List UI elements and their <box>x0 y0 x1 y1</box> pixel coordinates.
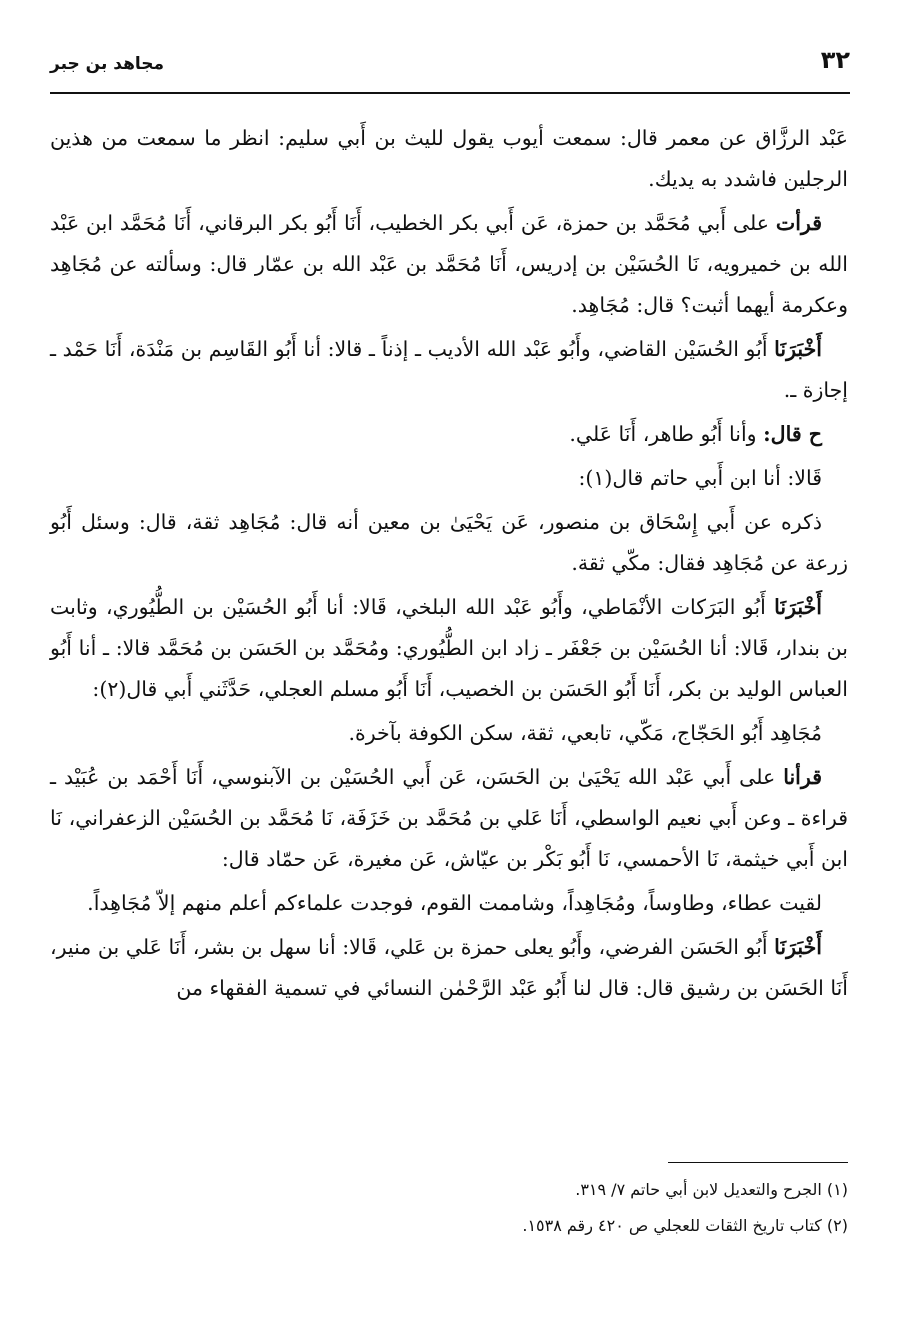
paragraph <box>50 713 848 754</box>
paragraph <box>50 414 848 455</box>
paragraph-text: وأنا أَبُو طاهر، أَنَا عَلي. <box>569 422 757 446</box>
header-rule <box>50 92 850 94</box>
paragraph-text: أَبُو البَرَكات الأنْمَاطي، وأَبُو عَبْد الله البلخي، قَالا: أنا أَبُو الحُسَيْن بن الطُّيُوري، وثابت بن بندار، قَالا: أنا الحُسَيْن بن جَعْفَر ـ زاد ابن الطُّيُوري: ومُحَمَّد بن الحَسَن بن مُحَمَّد قالا: ـ أنا أَبُو العباس الوليد بن بكر، أَنَا أَبُو الحَسَن بن الخصيب، أَنَا أَبُو مسلم العجلي، حَدَّثَني أَبي قال(٢): <box>50 595 848 701</box>
paragraph <box>50 757 848 880</box>
paragraph-text: ذكره عن أَبي إِسْحَاق بن منصور، عَن يَحْيَىٰ بن معين أنه قال: مُجَاهِد ثقة، قال: وسئل أَبُو زرعة عن مُجَاهِد فقال: مكّي ثقة. <box>50 510 848 575</box>
paragraph-text: عَبْد الرزَّاق عن معمر قال: سمعت أيوب يقول لليث بن أَبي سليم: انظر ما سمعت من هذين الرجلين فاشدد به يديك. <box>50 126 848 191</box>
paragraph-text: أَبُو الحُسَيْن القاضي، وأَبُو عَبْد الله الأديب ـ إذناً ـ قالا: أنا أَبُو القَاسِم بن مَنْدَة، أَنَا حَمْد ـ إجازة ـ. <box>50 337 848 402</box>
paragraph <box>50 587 848 710</box>
paragraph-lead: قرأنا <box>783 765 822 789</box>
paragraph-lead: أَخْبَرَنَا <box>774 935 822 959</box>
paragraph <box>50 118 848 200</box>
page-number: ٣٢ <box>820 46 850 74</box>
paragraph <box>50 458 848 499</box>
paragraph-text: لقيت عطاء، وطاوساً، ومُجَاهِداً، وشاممت القوم، فوجدت علماءكم أعلم منهم إلاّ مُجَاهِداً. <box>87 891 822 915</box>
paragraph-lead: أَخْبَرَنَا <box>774 595 822 619</box>
paragraph-lead: أَخْبَرَنَا <box>774 337 822 361</box>
paragraph-lead: ح قال: <box>763 422 822 446</box>
page-header <box>50 44 850 84</box>
paragraph <box>50 203 848 326</box>
footnote: (١) الجرح والتعديل لابن أبي حاتم ٧/ ٣١٩. <box>575 1180 848 1199</box>
paragraph-text: قَالا: أنا ابن أَبي حاتم قال(١): <box>578 466 822 490</box>
footnotes <box>50 1172 848 1244</box>
paragraph <box>50 927 848 1009</box>
paragraph-text: مُجَاهِد أَبُو الحَجّاج، مَكّي، تابعي، ثقة، سكن الكوفة بآخرة. <box>348 721 822 745</box>
paragraph-text: أَبُو الحَسَن الفرضي، وأَبُو يعلى حمزة بن عَلي، قَالا: أنا سهل بن بشر، أَنَا عَلي بن منير، أَنَا الحَسَن بن رشيق قال: قال لنا أَبُو عَبْد الرَّحْمٰن النسائي في تسمية الفقهاء من <box>50 935 848 1000</box>
footnote: (٢) كتاب تاريخ الثقات للعجلي ص ٤٢٠ رقم ١٥٣٨. <box>522 1216 848 1235</box>
body-text <box>50 118 848 1012</box>
footnote-rule <box>668 1162 848 1163</box>
paragraph-lead: قرأت <box>775 211 822 235</box>
paragraph <box>50 329 848 411</box>
running-title: مجاهد بن جبر <box>50 54 165 74</box>
paragraph <box>50 502 848 584</box>
paragraph-text: على أَبي مُحَمَّد بن حمزة، عَن أَبي بكر الخطيب، أَنَا أَبُو بكر البرقاني، أَنَا مُحَمَّد ابن عَبْد الله بن خميرويه، نَا الحُسَيْن بن إدريس، أَنَا مُحَمَّد بن عَبْد الله بن عمّار قال: وسألته عن مُجَاهِد وعكرمة أيهما أثبت؟ قال: مُجَاهِد. <box>50 211 848 317</box>
paragraph <box>50 883 848 924</box>
paragraph-text: على أَبي عَبْد الله يَحْيَىٰ بن الحَسَن، عَن أَبي الحُسَيْن بن الآبنوسي، أَنَا أَحْمَد بن عُبَيْد ـ قراءة ـ وعن أَبي نعيم الواسطي، أَنَا عَلي بن مُحَمَّد بن خَزَفَة، نَا مُحَمَّد بن الحُسَيْن الزعفراني، نَا ابن أَبي خيثمة، نَا الأحمسي، نَا أَبُو بَكْر بن عيّاش، عَن مغيرة، عَن حمّاد قال: <box>50 765 848 871</box>
